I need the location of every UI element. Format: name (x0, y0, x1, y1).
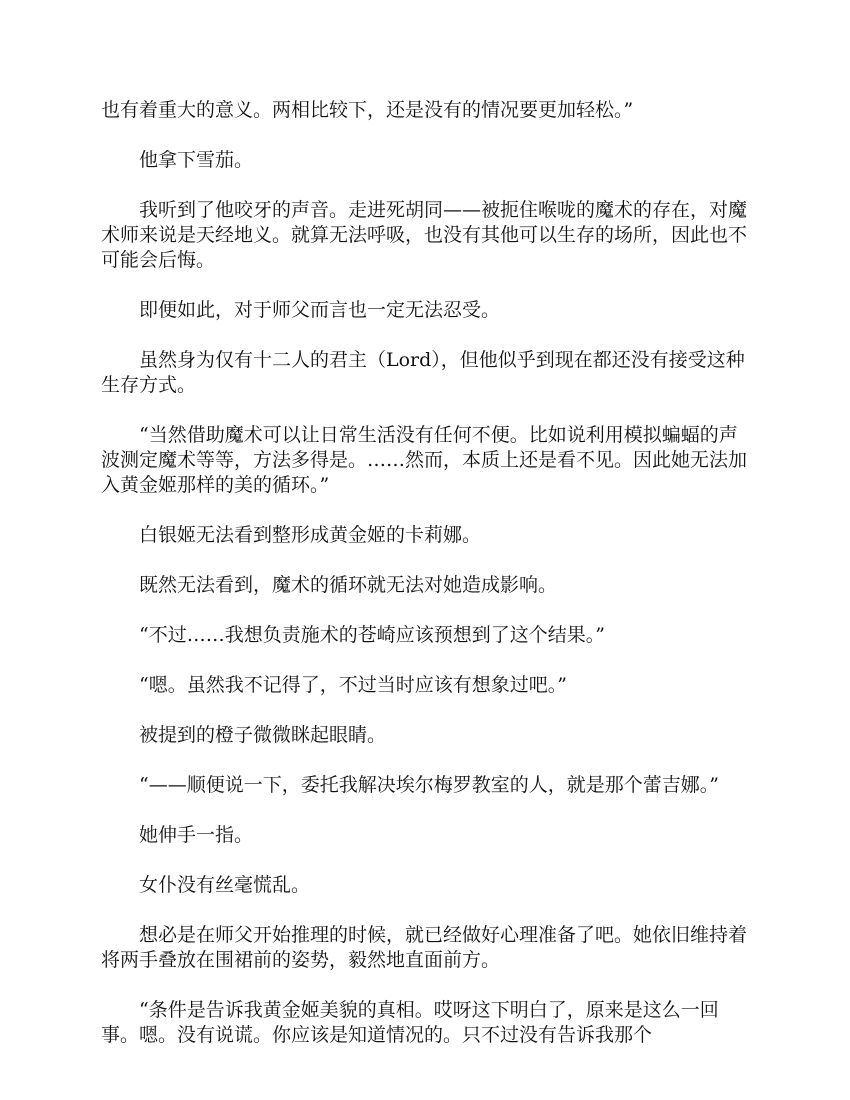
paragraph: 白银姬无法看到整形成黄金姬的卡莉娜。 (139, 524, 482, 546)
paragraph: “嗯。虽然我不记得了，不过当时应该有想象过吧。” (139, 674, 567, 696)
paragraph: 女仆没有丝毫慌乱。 (139, 874, 311, 896)
paragraph: 也有着重大的意义。两相比较下，还是没有的情况要更加轻松。” (101, 99, 634, 121)
paragraph: “不过……我想负责施术的苍崎应该预想到了这个结果。” (139, 624, 605, 646)
paragraph: 想必是在师父开始推理的时候，就已经做好心理准备了吧。她依旧维持着将两手叠放在围裙前的姿势，毅然地直面前方。 (101, 924, 748, 971)
paragraph: “——顺便说一下，委托我解决埃尔梅罗教室的人，就是那个蕾吉娜。” (139, 774, 719, 796)
paragraph: 我听到了他咬牙的声音。走进死胡同——被扼住喉咙的魔术的存在，对魔术师来说是天经地义。就算无法呼吸，也没有其他可以生存的场所，因此也不可能会后悔。 (101, 199, 748, 271)
paragraph: “条件是告诉我黄金姬美貌的真相。哎呀这下明白了，原来是这么一回事。嗯。没有说谎。你应该是知道情况的。只不过没有告诉我那个 (101, 999, 719, 1046)
paragraph: 她伸手一指。 (139, 824, 254, 846)
paragraph: 既然无法看到，魔术的循环就无法对她造成影响。 (139, 574, 558, 596)
paragraph: 被提到的橙子微微眯起眼睛。 (139, 724, 387, 746)
paragraph: 即便如此，对于师父而言也一定无法忍受。 (139, 299, 501, 321)
paragraph: 虽然身为仅有十二人的君主（Lord），但他似乎到现在都还没有接受这种生存方式。 (101, 349, 745, 396)
paragraph: “当然借助魔术可以让日常生活没有任何不便。比如说利用模拟蝙蝠的声波测定魔术等等，方法多得是。……然而，本质上还是看不见。因此她无法加入黄金姬那样的美的循环。” (101, 424, 748, 496)
document-page (101, 98, 749, 1073)
paragraph: 他拿下雪茄。 (139, 149, 254, 171)
